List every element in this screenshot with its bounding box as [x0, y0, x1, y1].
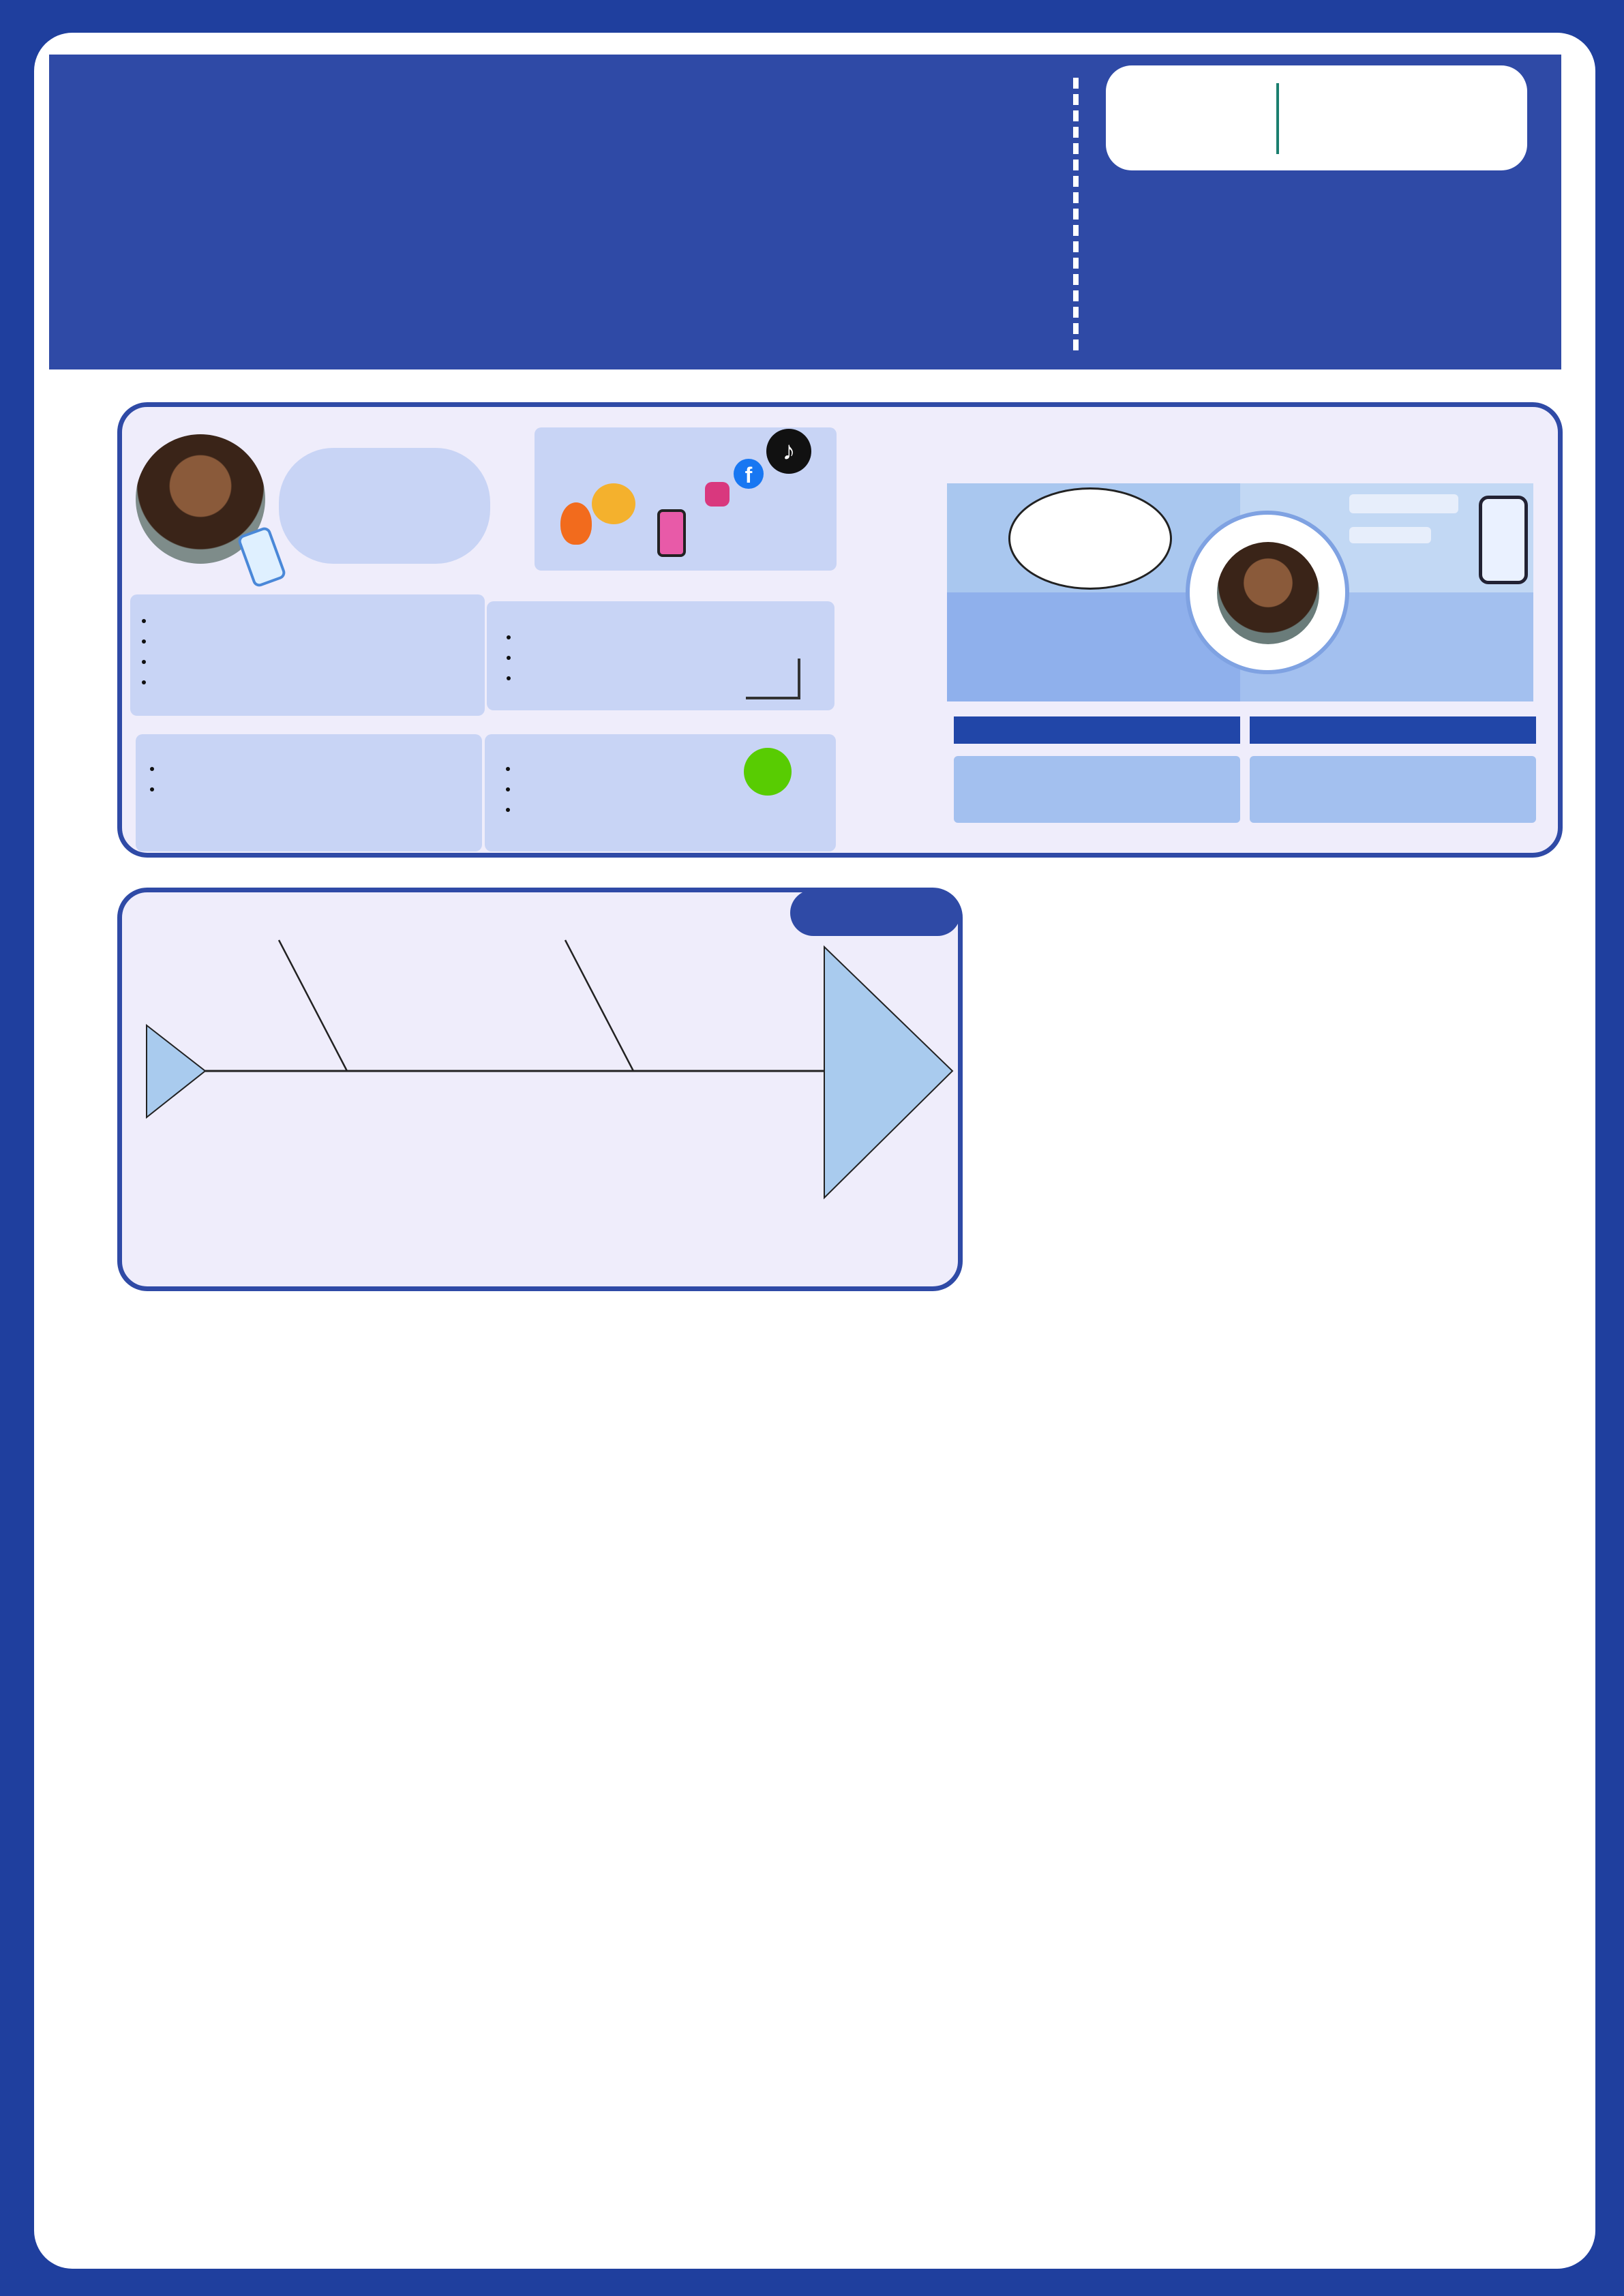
header-divider: [1073, 78, 1079, 350]
stage-prototype: [44, 1738, 112, 2093]
facebook-icon: f: [734, 459, 764, 489]
social-media-box: [535, 427, 837, 571]
list-item: [520, 627, 720, 648]
list-item: [520, 668, 720, 689]
jobs-box: [130, 594, 485, 716]
ueh-logo: [1106, 65, 1527, 170]
motivations-list: [502, 627, 720, 689]
fishbone-panel: [117, 888, 963, 1291]
trends-box: [485, 734, 836, 851]
pains-text: [954, 756, 1240, 823]
logo-bar: [1276, 83, 1279, 154]
thought-cloud: [1008, 487, 1172, 590]
notification-bar: [1349, 494, 1458, 513]
list-item: [520, 648, 720, 668]
list-item: [519, 779, 719, 800]
jobs-list: [137, 611, 478, 693]
empathy-avatar: [1217, 542, 1319, 644]
notification-bar: [1349, 527, 1431, 543]
gain-text: [1250, 756, 1536, 823]
stage-ideate: [44, 1377, 112, 1650]
phone-icon: [237, 526, 287, 588]
pains-title: [954, 716, 1240, 744]
list-item: [155, 672, 478, 693]
stage-define: [44, 948, 112, 1220]
empathy-center-ring: [1186, 511, 1349, 674]
influencers-list: [145, 759, 472, 800]
list-item: [519, 759, 719, 779]
phone-ringing-icon: [1479, 496, 1528, 584]
list-item: [163, 759, 472, 779]
empathize-panel: [117, 402, 1563, 858]
stairs-icon: [746, 659, 800, 699]
hand-phone-icon: [657, 509, 686, 557]
gain-title: [1250, 716, 1536, 744]
stage-empathize: [44, 477, 112, 804]
tiktok-icon: ♪: [766, 429, 811, 474]
list-item: [163, 779, 472, 800]
list-item: [519, 800, 719, 820]
heart-icon: [592, 483, 635, 524]
instagram-icon: [705, 482, 730, 507]
duolingo-owl-icon: [744, 748, 792, 796]
list-item: [155, 631, 478, 652]
fishbone-diagram: [122, 892, 967, 1296]
list-item: [155, 611, 478, 631]
persona-bio-bubble: [279, 448, 490, 564]
list-item: [155, 652, 478, 672]
motivations-box: [487, 601, 834, 710]
trends-list: [501, 759, 719, 820]
fire-icon: [560, 502, 592, 545]
influencers-box: [136, 734, 482, 851]
